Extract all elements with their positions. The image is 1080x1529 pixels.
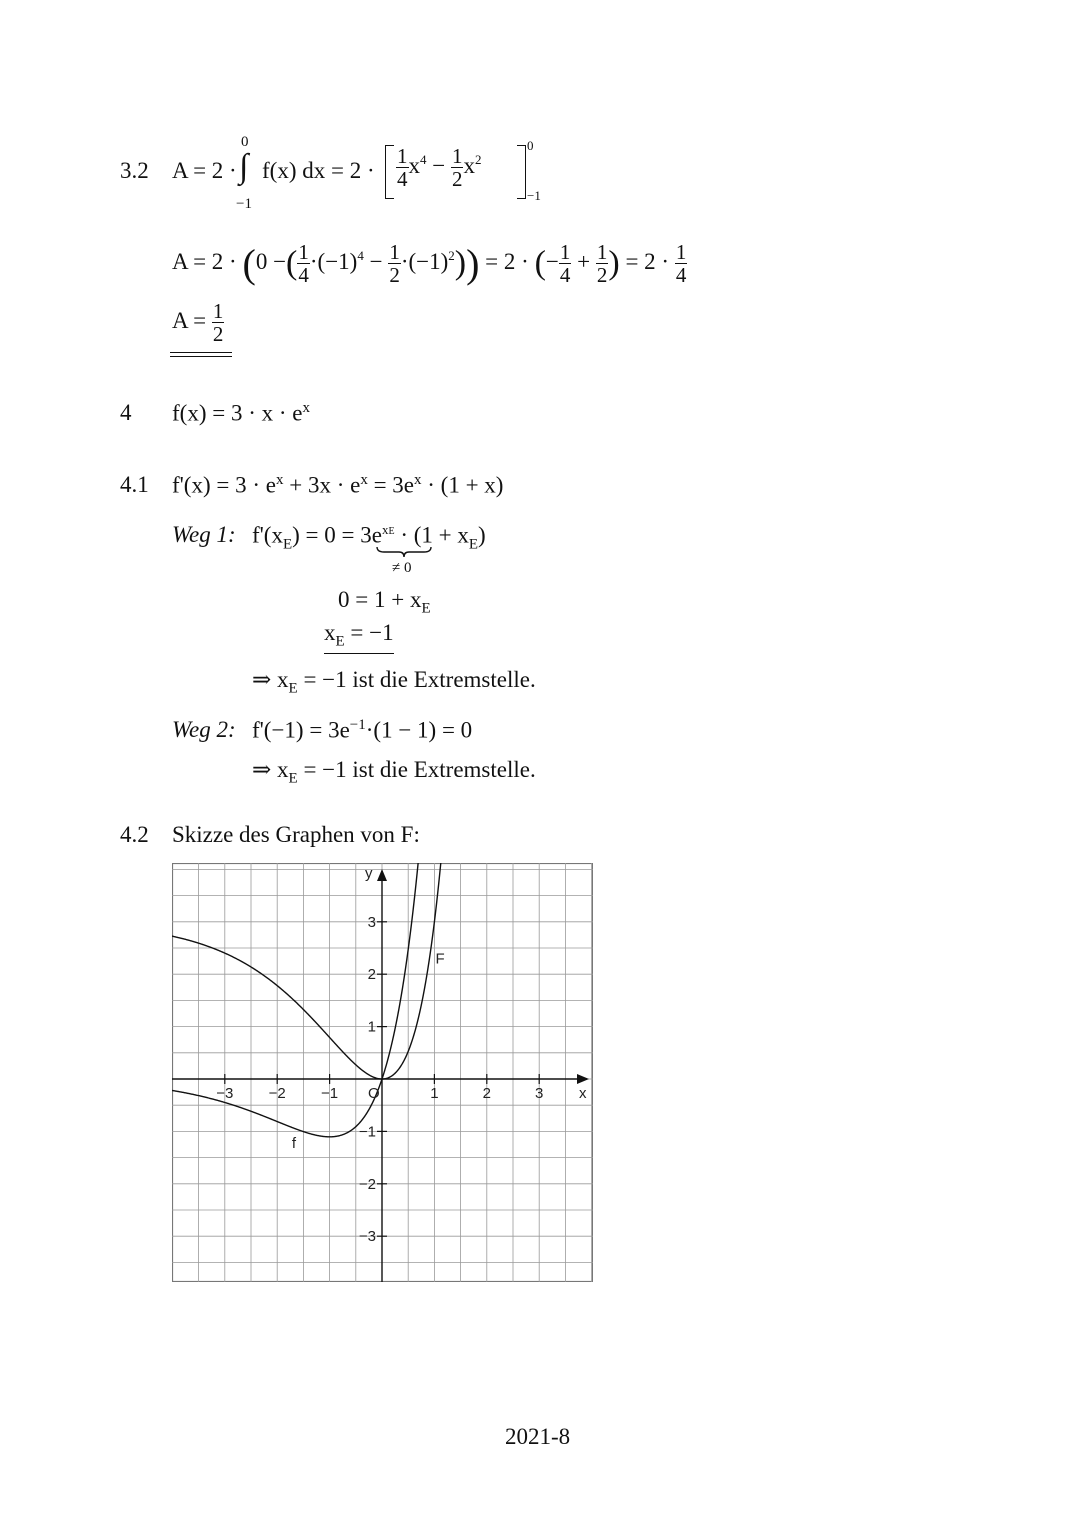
derivative-formula: $f'(x) = 3 \cdot e^x + 3x \cdot e^x = 3e^x \cdot (1 + x)$ (172, 472, 504, 498)
graph-heading: Skizze des Graphen von F: (172, 822, 420, 847)
x-tick-label: −2 (268, 1085, 286, 1102)
area-formula-lhs: A = 2 · (172, 158, 237, 183)
y-tick-label: −1 (358, 1123, 376, 1141)
y-tick-label: 1 (367, 1018, 376, 1036)
section-number-3-2: 3.2 (120, 158, 149, 183)
weg2-label: Weg 2: (172, 717, 236, 742)
underbrace (376, 546, 432, 558)
section-number-4-1: 4.1 (120, 472, 149, 497)
area-evaluation-line: A = 2 · (0 −( $\frac{1}{4}$ $\cdot(-1)^4$ − $\frac{1}{2}$ $\cdot(-1)^2)) = 2$ · (− $\frac{1}{4}$ + $\frac{1}{2}$ ) = 2 · $\frac{1}{4}$ (172, 239, 687, 287)
integral-sign: ∫ (239, 148, 249, 185)
section-number-4: 4 (120, 400, 132, 425)
equation-step-3: $x_E = -1$ (324, 620, 394, 654)
integral-lower-limit: −1 (236, 196, 252, 212)
y-tick-label: 2 (367, 966, 376, 984)
area-result: A = $\frac{1}{2}$ (172, 299, 224, 347)
x-tick-label: −1 (321, 1085, 339, 1102)
function-definition: $f(x) = 3 \cdot x \cdot e^x$ (172, 400, 310, 426)
x-tick-label: 3 (535, 1085, 544, 1102)
y-tick-label: −3 (358, 1228, 376, 1246)
not-zero-annotation: ≠ 0 (392, 560, 412, 576)
integrand: f(x) dx = 2 · (262, 158, 375, 183)
x-tick-label: 2 (482, 1085, 491, 1102)
x-axis-label: x (579, 1085, 587, 1102)
curve-label-f: f (291, 1135, 297, 1153)
bracket-upper-limit: 0 (527, 138, 534, 153)
x-tick-label: −3 (216, 1085, 234, 1102)
x-tick-label: 1 (430, 1085, 439, 1102)
weg1-label: Weg 1: (172, 522, 236, 547)
y-tick-label: −2 (358, 1175, 376, 1193)
curves (172, 863, 445, 1137)
y-axis-arrow (377, 869, 387, 881)
y-tick-label: 3 (367, 913, 376, 931)
integral-upper-limit: 0 (241, 134, 249, 150)
page-number: 2021-8 (505, 1424, 571, 1449)
origin-label: O (368, 1085, 380, 1102)
weg1-equation: $f'(x_E) = 0 = 3e^{xE} \cdot (1 + x_E)$ (252, 522, 486, 553)
function-graph (172, 863, 593, 1282)
y-axis-label: y (365, 865, 373, 882)
x-axis-arrow (577, 1074, 589, 1084)
axes (172, 869, 589, 1282)
curve-label-F: F (435, 950, 445, 968)
conclusion-2: ⇒ $x_E = -1$ ist die Extremstelle. (252, 757, 536, 787)
weg2-equation: $f'(-1) = 3e^{-1}\cdot(1 - 1) = 0$ (252, 717, 473, 743)
antiderivative: $\frac{1}{4}$ $x^4$ − $\frac{1}{2}$ $x^2$ (397, 144, 482, 192)
section-number-4-2: 4.2 (120, 822, 149, 847)
equation-step-2: $0 = 1 + x_E$ (338, 587, 431, 617)
bracket-lower-limit: −1 (527, 188, 541, 203)
conclusion-1: ⇒ $x_E = -1$ ist die Extremstelle. (252, 667, 536, 697)
right-bracket (517, 145, 526, 199)
left-bracket (385, 145, 394, 199)
result-double-underline (170, 352, 232, 357)
